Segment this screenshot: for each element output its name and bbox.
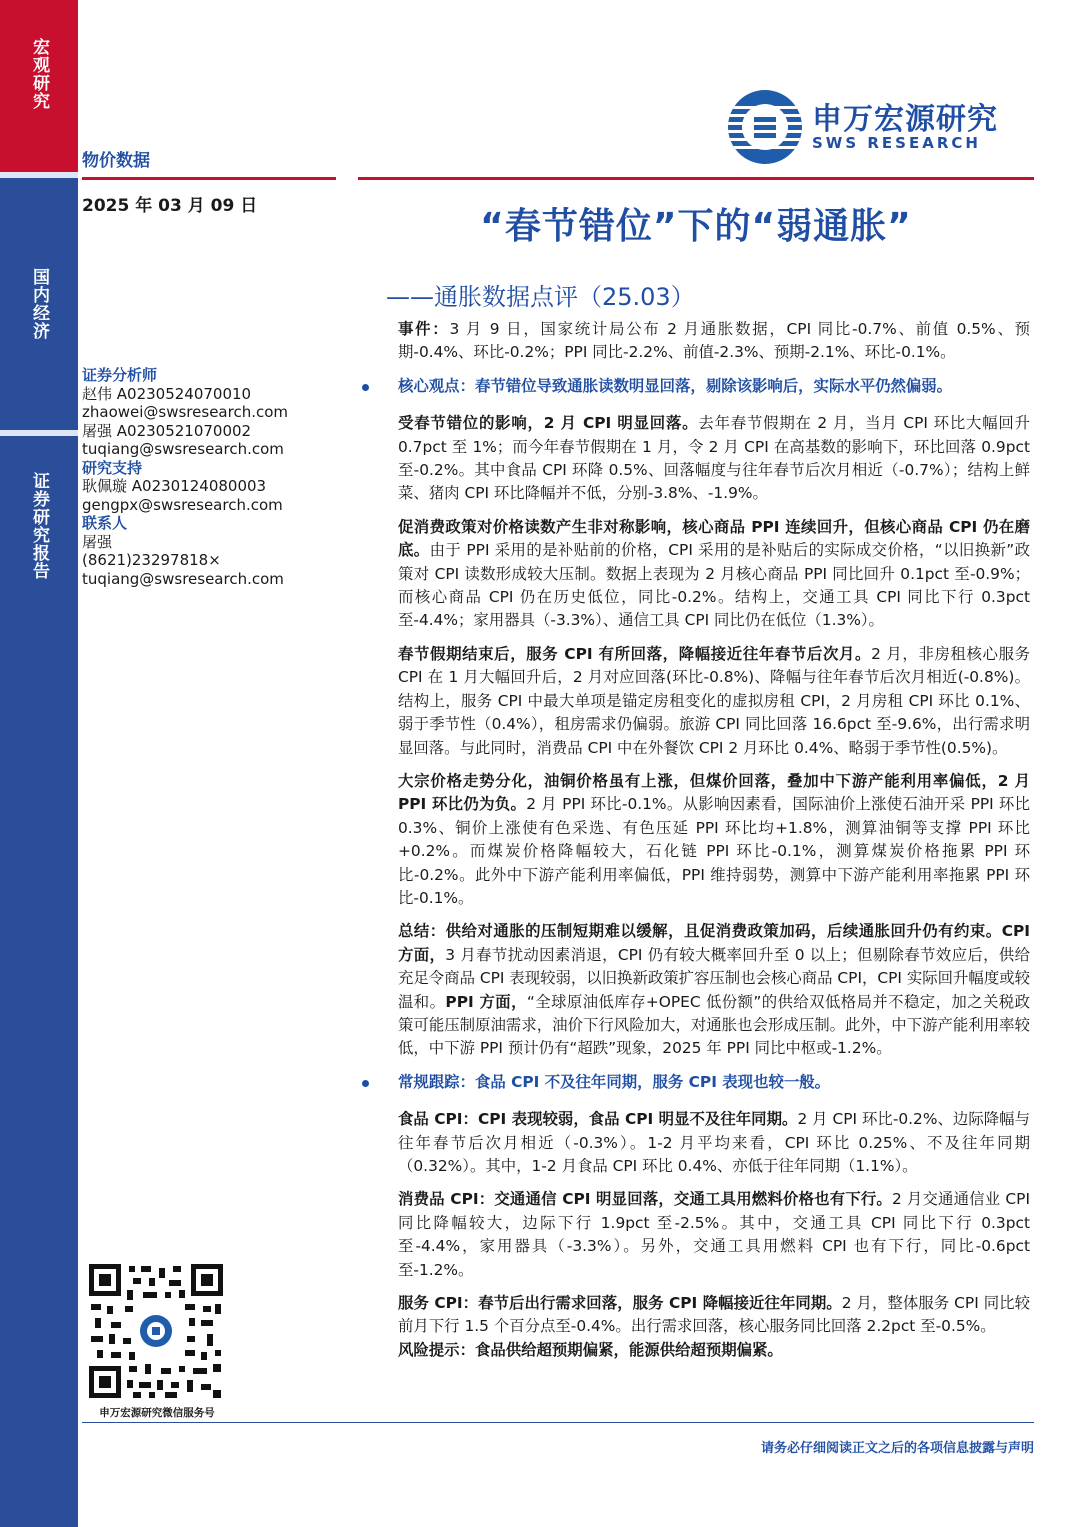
paragraph-summary-text-1: 3 月春节扰动因素消退，CPI 仍有较大概率回升至 0 以上；但剔除春节效应后，供给充足令商品 CPI 表现较弱，以旧换新政策扩容压制也会核心商品 CPI，CPI 实际回升幅度或较温和。: [398, 945, 1030, 1011]
analyst-2-email[interactable]: tuqiang@swsresearch.com: [82, 440, 284, 458]
support-heading: 研究支持: [82, 458, 143, 477]
paragraph-commodities: [398, 770, 1030, 910]
event-text: 3 月 9 日，国家统计局公布 2 月通胀数据，CPI 同比-0.7%、前值 0.5%、预期-0.4%、环比-0.2%；PPI 同比-2.2%、前值-2.3%、预期-2.1%、环比-0.1%。: [398, 320, 1030, 362]
paragraph-food: [398, 1108, 1030, 1178]
contact-phone: (8621)23297818×: [82, 551, 221, 569]
analyst-2: 屠强 A0230521070002: [82, 421, 252, 440]
paragraph-consumer-goods: [398, 1188, 1030, 1282]
side-strip: [0, 0, 78, 1527]
core-view-text: 核心观点：春节错位导致通胀读数明显回落，剔除该影响后，实际水平仍然偏弱。: [398, 376, 953, 395]
analyst-1: 赵伟 A0230524070010: [82, 384, 252, 403]
contact-email[interactable]: tuqiang@swsresearch.com: [82, 569, 284, 588]
bullet-dot-icon: [362, 384, 369, 391]
report-body: [398, 318, 1030, 1372]
paragraph-policy: [398, 516, 1030, 633]
header-divider-right: [358, 177, 1034, 180]
paragraph-food-text: 2 月 CPI 环比-0.2%、边际降幅与往年春节后次月相近（-0.3%）。1-2 月平均来看，CPI 环比 0.25%、不及往年同期（0.32%）。其中，1-2 月食品 CPI 环比 0.4%、亦低于往年同期（1.1%）。: [398, 1110, 1030, 1175]
paragraph-service-cpi: [398, 1292, 1030, 1339]
side-tag-report: [0, 436, 78, 1527]
paragraph-food-lead: 食品 CPI：CPI 表现较弱，食品 CPI 明显不及往年同期。: [398, 1110, 798, 1129]
support-1-email[interactable]: gengpx@swsresearch.com: [82, 495, 283, 514]
paragraph-seasonal: [398, 412, 1030, 506]
report-category: 物价数据: [82, 151, 150, 171]
paragraph-consumer-goods-text: 2 月交通通信业 CPI 同比降幅较大，边际下行 1.9pct 至-2.5%。其中，交通工具 CPI 同比下行 0.3pct 至-4.4%，家用器具（-3.3%）。另外，交通工具用燃料 CPI 也有下行，同比-0.6pct 至-1.2%。: [398, 1190, 1030, 1279]
side-tag-domestic: [0, 178, 78, 430]
brand-logo: [728, 90, 1038, 166]
qr-code-label: 申万宏源研究微信服务号: [99, 1407, 215, 1419]
paragraph-services-lead: 春节假期结束后，服务 CPI 有所回落，降幅接近往年春节后次月。: [398, 644, 872, 663]
side-tag-domestic-label: 国内经济: [29, 268, 49, 340]
paragraph-summary: [398, 920, 1030, 1060]
paragraph-summary-text-2: “全球原油低库存+OPEC 低份额”的供给双低格局并不稳定，加之关税政策可能压制原油需求，油价下行风险加大，对通胀也会形成压制。此外，中下游产能利用率较低，中下游 PPI 预计仍有“超跌”现象，2025 年 PPI 同比中枢或-1.2%。: [398, 992, 1030, 1058]
event-paragraph: [398, 318, 1030, 365]
paragraph-policy-lead: 促消费政策对价格读数产生非对称影响，核心商品 PPI 连续回升，但核心商品 CPI 仍在磨底。: [398, 517, 1030, 560]
contact-heading: 联系人: [82, 514, 128, 532]
event-lead: 事件：: [398, 320, 450, 338]
support-1: 耿佩璇 A0230124080003: [82, 477, 267, 495]
side-tag-macro-label: 宏观研究: [29, 38, 49, 110]
tracking-text: 常规跟踪：食品 CPI 不及往年同期，服务 CPI 表现也较一般。: [398, 1072, 831, 1091]
side-tag-macro: [0, 0, 78, 172]
paragraph-services-text: 2 月，非房租核心服务 CPI 在 1 月大幅回升后，2 月对应回落(环比-0.8%)、降幅与往年春节后次月相近(-0.8%)。结构上，服务 CPI 中最大单项是锚定房租变化的虚拟房租 CPI，2 月房租 CPI 环比 0.1%、弱于季节性（0.4%），租房需求仍偏弱。旅游 CPI 同比回落 16.6pct 至-9.6%，出行需求明显回落。与此同时，消费品 CPI 中在外餐饮 CPI 2 月环比 0.4%、略弱于季节性(0.5%)。: [398, 644, 1030, 757]
brand-name-cn: 申万宏源研究: [812, 102, 998, 137]
paragraph-seasonal-text: 去年春节假期在 2 月，当月 CPI 环比大幅回升 0.7pct 至 1%；而今年春节假期在 1 月，令 2 月 CPI 在高基数的影响下，环比回落 0.9pct 至-0.2%。其中食品 CPI 环降 0.5%、回落幅度与往年春节后次月相近（-0.7%）；结构上鲜菜、猪肉 CPI 环比降幅并不低，分别-3.8%、-1.9%。: [398, 414, 1030, 503]
paragraph-policy-text: 由于 PPI 采用的是补贴前的价格，CPI 采用的是补贴后的实际成交价格，“以旧换新”政策对 CPI 读数形成较大压制。数据上表现为 2 月核心商品 PPI 同比回升 0.1pct 至-0.9%；而核心商品 CPI 仍在历史低位，同比-0.2%。结构上，交通工具 CPI 同比下行 0.3pct 至-4.4%；家用器具（-3.3%）、通信工具 CPI 同比仍在低位（1.3%）。: [398, 541, 1030, 630]
header-divider-left: [82, 177, 336, 180]
bullet-dot-icon: [362, 1080, 369, 1087]
paragraph-service-cpi-lead: 服务 CPI：春节后出行需求回落，服务 CPI 降幅接近往年同期。: [398, 1294, 842, 1313]
paragraph-commodities-text: 2 月 PPI 环比-0.1%。从影响因素看，国际油价上涨使石油开采 PPI 环比 0.3%、铜价上涨使有色采选、有色压延 PPI 环比均+1.8%，测算油铜等支撑 PPI 环比+0.2%。而煤炭价格降幅较大，石化链 PPI 环比-0.1%，测算煤炭价格拖累 PPI 环比-0.2%。此外中下游产能利用率偏低，PPI 维持弱势，测算中下游产能利用率拖累 PPI 环比-0.1%。: [398, 795, 1030, 907]
paragraph-seasonal-lead: 受春节错位的影响，2 月 CPI 明显回落。: [398, 414, 699, 433]
side-tag-report-label: 证券研究报告: [29, 472, 49, 580]
paragraph-services: [398, 643, 1030, 760]
analyst-heading: 证券分析师: [82, 366, 158, 384]
footer-disclaimer: 请务必仔细阅读正文之后的各项信息披露与声明: [760, 1441, 1034, 1456]
contact-name: 屠强: [82, 532, 113, 551]
paragraph-summary-lead: 总结：供给对通胀的压制短期难以缓解，且促消费政策加码，后续通胀回升仍有约束。CPI 方面，: [398, 922, 1030, 964]
paragraph-service-cpi-text: 2 月，整体服务 CPI 同比较前月下行 1.5 个百分点至-0.4%。出行需求回落，核心服务同比回落 2.2pct 至-0.5%。: [398, 1294, 1030, 1336]
risk-warning: 风险提示：食品供给超预期偏紧，能源供给超预期偏紧。: [398, 1340, 783, 1359]
analyst-1-email[interactable]: zhaowei@swsresearch.com: [82, 403, 289, 421]
report-date: 2025 年 03 月 09 日: [82, 196, 258, 216]
report-title: “春节错位”下的“弱通胀”: [480, 206, 912, 247]
qr-code-icon: [89, 1264, 223, 1398]
paragraph-summary-ppi: PPI 方面，: [445, 992, 527, 1011]
paragraph-consumer-goods-lead: 消费品 CPI：交通通信 CPI 明显回落，交通工具用燃料价格也有下行。: [398, 1190, 892, 1209]
logo-icon: [728, 90, 802, 164]
core-view-bullet: [398, 375, 1030, 398]
report-subtitle: ——通胀数据点评（25.03）: [386, 283, 695, 311]
brand-name-en: SWS RESEARCH: [812, 134, 981, 152]
analyst-contacts: [82, 366, 336, 588]
tracking-bullet: [398, 1071, 1030, 1094]
footer-divider: [82, 1422, 1034, 1423]
paragraph-commodities-lead: 大宗价格走势分化，油铜价格虽有上涨，但煤价回落，叠加中下游产能利用率偏低，2 月 PPI 环比仍为负。: [398, 771, 1030, 814]
